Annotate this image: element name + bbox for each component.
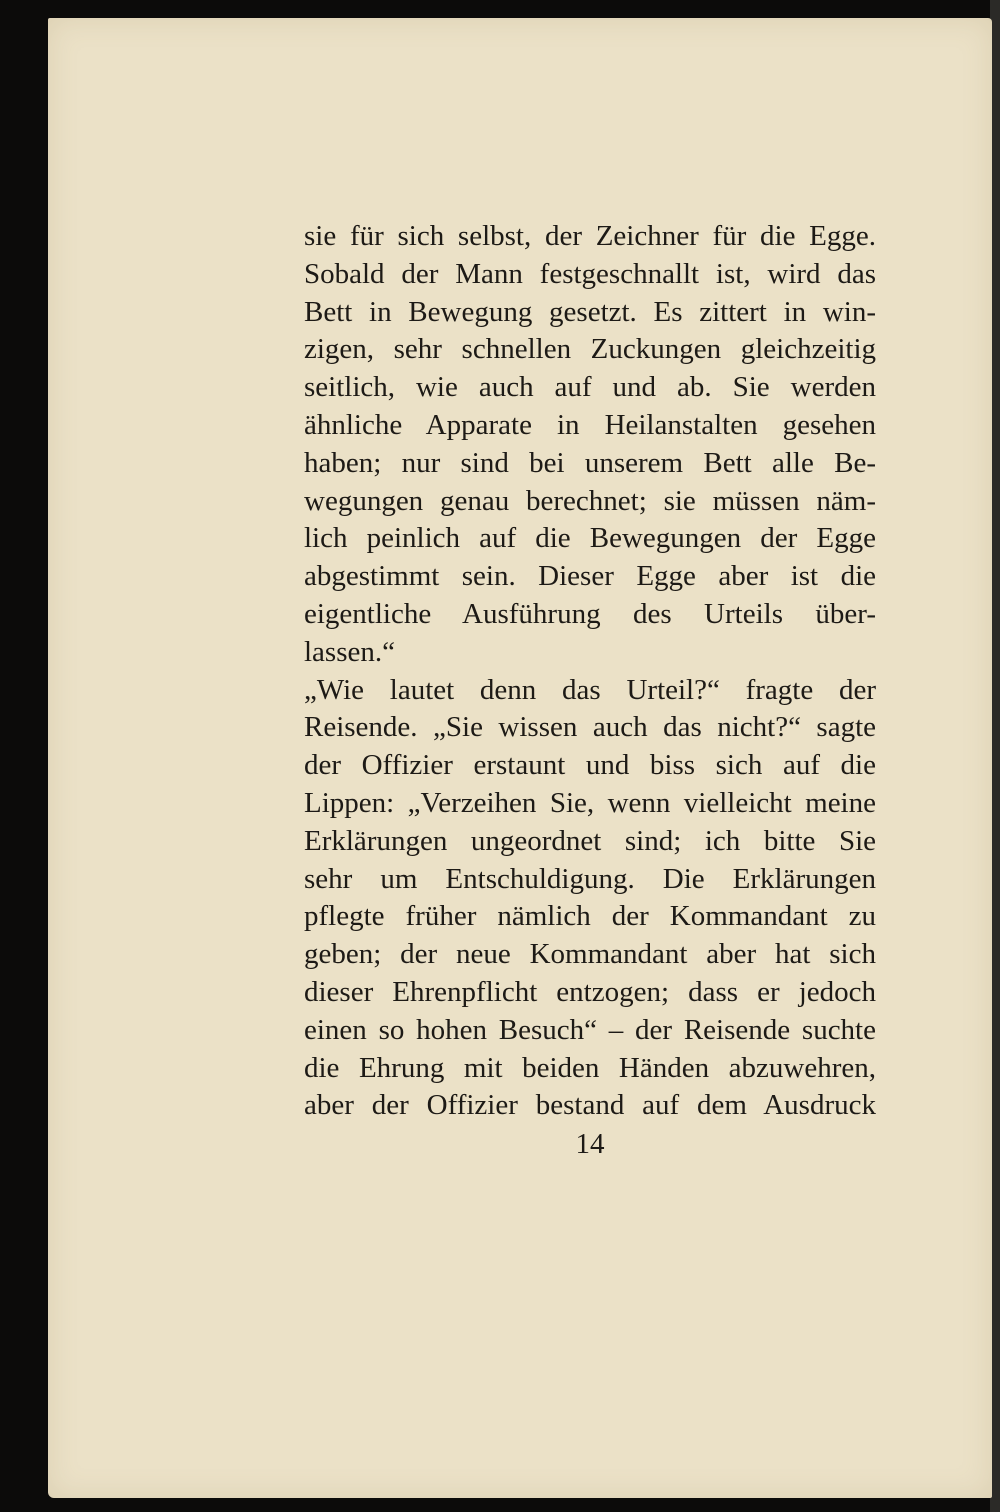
text-line: seitlich, wie auch auf und ab. Sie werden	[304, 371, 876, 404]
text-line: haben; nur sind bei unserem Bett alle Be-	[304, 446, 876, 479]
text-line: geben; der neue Kommandant aber hat sich	[304, 938, 876, 971]
text-line: pflegte früher nämlich der Kommandant zu	[304, 900, 876, 933]
text-line: Lippen: „Verzeihen Sie, wenn vielleicht meine	[304, 786, 876, 819]
text-line: einen so hohen Besuch“ – der Reisende suchte	[304, 1013, 876, 1046]
text-line: der Offizier erstaunt und biss sich auf die	[304, 749, 876, 782]
text-line: wegungen genau berechnet; sie müssen näm-	[304, 484, 876, 517]
text-line: aber der Offizier bestand auf dem Ausdruck	[304, 1089, 876, 1122]
body-text	[304, 218, 876, 1125]
text-line: eigentliche Ausführung des Urteils über-	[304, 597, 876, 630]
text-line: zigen, sehr schnellen Zuckungen gleichzeitig	[304, 333, 876, 366]
text-line: Erklärungen ungeordnet sind; ich bitte Sie	[304, 824, 876, 857]
text-line: abgestimmt sein. Dieser Egge aber ist die	[304, 560, 876, 593]
text-line: lassen.“	[304, 635, 395, 668]
text-line: die Ehrung mit beiden Händen abzuwehren,	[304, 1051, 876, 1084]
text-line: „Wie lautet denn das Urteil?“ fragte der	[304, 673, 876, 706]
text-line: Sobald der Mann festgeschnallt ist, wird das	[304, 257, 876, 290]
text-line: dieser Ehrenpflicht entzogen; dass er jedoch	[304, 975, 876, 1008]
page-number: 14	[575, 1128, 605, 1160]
text-line: sehr um Entschuldigung. Die Erklärungen	[304, 862, 876, 895]
text-line: Bett in Bewegung gesetzt. Es zittert in win-	[304, 295, 876, 328]
text-line: ähnliche Apparate in Heilanstalten gesehen	[304, 408, 876, 441]
text-line: sie für sich selbst, der Zeichner für die Egge.	[304, 220, 876, 252]
text-line: Reisende. „Sie wissen auch das nicht?“ sagte	[304, 711, 876, 744]
text-line: lich peinlich auf die Bewegungen der Egge	[304, 522, 876, 555]
